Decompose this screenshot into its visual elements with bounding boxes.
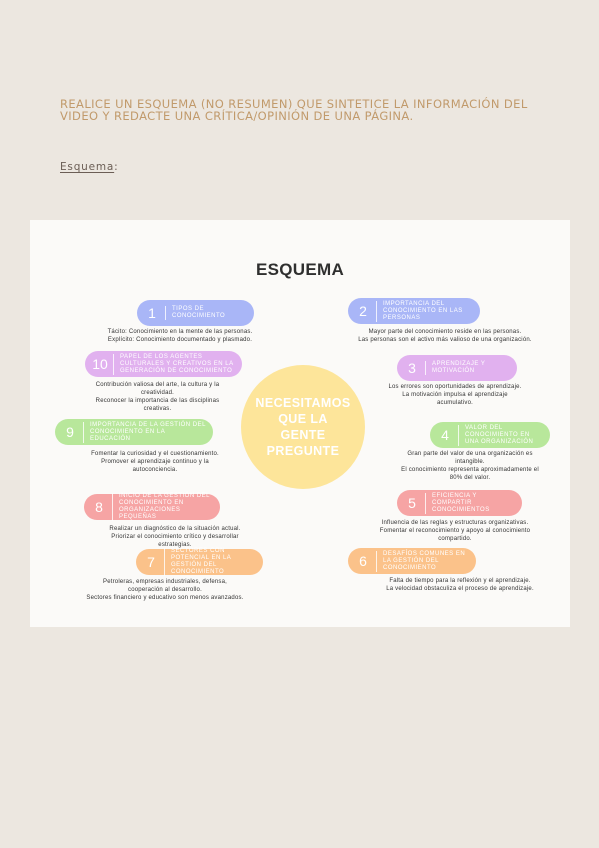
description-line: Los errores son oportunidades de aprendizaje. [388,384,522,390]
pill-item-4 [430,422,550,448]
pill-item-1 [137,300,254,326]
pill-item-7 [136,549,263,575]
description-line: estrategias. [158,542,192,548]
description-line: Mayor parte del conocimiento reside en las personas. [368,329,522,335]
description-line: compartido. [438,536,472,542]
pill-item-3 [397,355,517,381]
item-6-description [360,577,560,593]
description-line: Petroleras, empresas industriales, defensa, [103,579,227,585]
description-line: creativas. [143,406,172,412]
esquema-label-colon: : [114,161,119,173]
pill-number: 9 [66,424,74,440]
description-line: Fomentar la curiosidad y el cuestionamiento. [91,451,219,457]
pill-item-2 [348,298,480,324]
pill-number: 5 [408,495,416,511]
pill-item-10 [85,351,242,377]
description-line: Influencia de las reglas y estructuras organizativas. [381,520,529,526]
pill-item-9 [55,419,213,445]
scheme-panel [30,220,570,627]
pill-number: 10 [92,356,108,372]
pill-number: 1 [148,305,156,321]
description-line: autoconciencia. [132,467,178,473]
item-8-description [75,525,275,549]
description-line: 80% del valor. [449,475,491,481]
pill-label: TIPOS DE CONOCIMIENTO [165,306,254,320]
pill-label: IMPORTANCIA DEL CONOCIMIENTO EN LAS PERSONAS [376,301,480,322]
pill-number: 3 [408,360,416,376]
pill-item-8 [84,494,220,520]
pill-label: EFICIENCIA Y COMPARTIR CONOCIMIENTOS [425,493,522,514]
description-line: acumulativo. [436,400,474,406]
pill-item-5 [397,490,522,516]
description-line: Las personas son el activo más valioso de una organización. [358,337,532,343]
pill-label: INICIO DE LA GESTIÓN DEL CONOCIMIENTO EN ORGANIZACIONES PEQUEÑAS [112,493,220,521]
pill-label: SECTORES CON POTENCIAL EN LA GESTIÓN DEL CONOCIMIENTO [164,548,263,576]
esquema-label [60,161,119,173]
description-line: Promover el aprendizaje continuo y la [101,459,209,465]
description-line: Reconocer la importancia de las disciplinas [95,398,220,404]
description-line: Gran parte del valor de una organización es [407,451,533,457]
pill-number: 6 [359,553,367,569]
pill-label: PAPEL DE LOS AGENTES CULTURALES Y CREATIVOS EN LA GENERACIÓN DE CONOCIMIENTO [113,354,242,375]
pill-number: 8 [95,499,103,515]
item-1-description [70,328,290,344]
description-line: Priorizar el conocimiento crítico y desarrollar [111,534,239,540]
pill-label: IMPORTANCIA DE LA GESTIÓN DEL CONOCIMIENTO EN LA EDUCACIÓN [83,422,213,443]
pill-item-6 [348,548,476,574]
pill-label: DESAFÍOS COMUNES EN LA GESTIÓN DEL CONOCIMIENTO [376,551,476,572]
item-5-description [350,519,560,543]
description-line: Realizar un diagnóstico de la situación actual. [109,526,241,532]
pill-number: 7 [147,554,155,570]
item-3-description [360,383,550,407]
item-4-description [370,450,570,482]
item-10-description [70,381,245,413]
item-7-description [60,578,270,602]
description-line: creatividad. [140,390,175,396]
description-line: Fomentar el reconocimiento y apoyo al conocimiento [379,528,531,534]
center-circle [241,365,365,489]
description-line: La motivación impulsa el aprendizaje [402,392,508,398]
item-9-description [70,450,240,474]
pill-label: VALOR DEL CONOCIMIENTO EN UNA ORGANIZACIÓN [458,425,550,446]
description-line: El conocimiento representa aproximadamente el [401,467,539,473]
pill-number: 2 [359,303,367,319]
esquema-label-word: Esquema [60,161,115,173]
pill-number: 4 [441,427,449,443]
description-line: Tácito: Conocimiento en la mente de las personas. [107,329,253,335]
description-line: La velocidad obstaculiza el proceso de aprendizaje. [386,586,534,592]
description-line: Explícito: Conocimiento documentado y plasmado. [107,337,253,343]
description-line: Contribución valiosa del arte, la cultura y la [95,382,220,388]
description-line: Falta de tiempo para la reflexión y el aprendizaje. [389,578,531,584]
description-line: cooperación al desarrollo. [128,587,202,593]
description-line: intangible. [455,459,485,465]
description-line: Sectores financiero y educativo son menos avanzados. [86,595,244,601]
center-text: NECESITAMOS QUE LA GENTE PREGUNTE [255,396,351,458]
item-2-description [330,328,560,344]
assignment-heading: REALICE UN ESQUEMA (NO RESUMEN) QUE SINTETICE LA INFORMACIÓN DEL VIDEO Y REDACTE UNA CRÍTICA/OPINIÓN DE UNA PÁGINA. [60,97,528,123]
scheme-title: ESQUEMA [255,260,345,279]
pill-label: APRENDIZAJE Y MOTIVACIÓN [425,361,517,375]
